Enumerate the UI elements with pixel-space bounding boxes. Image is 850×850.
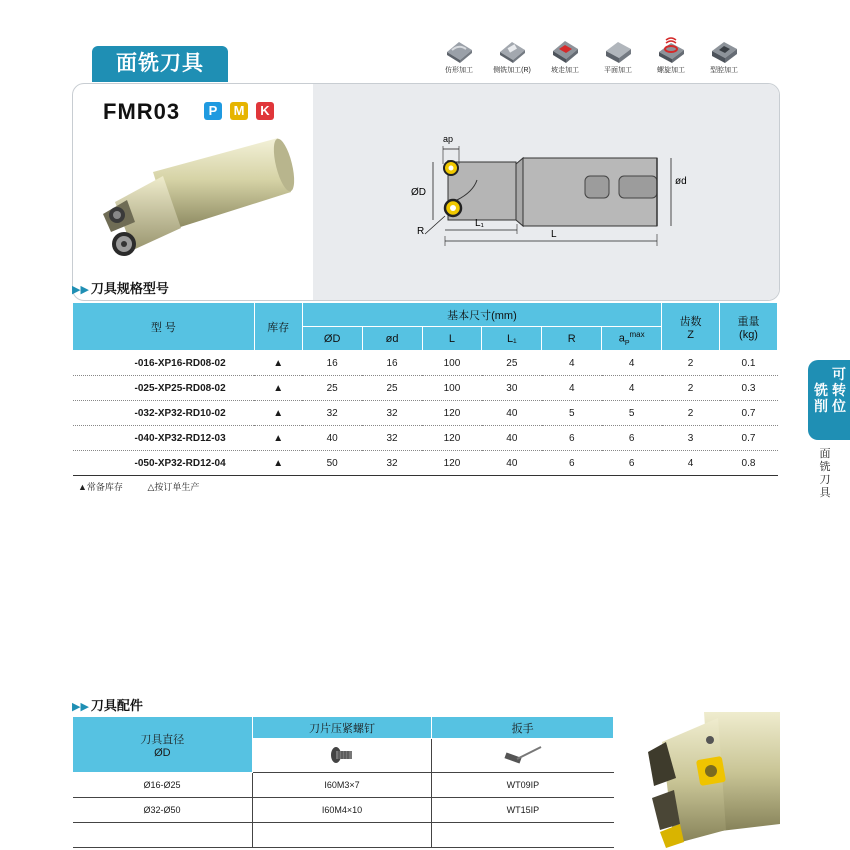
cutter-photo — [93, 132, 303, 262]
spec-table — [72, 302, 778, 476]
cell-D: 40 — [302, 426, 362, 451]
table-row — [73, 351, 778, 376]
header-D: ØD — [302, 327, 362, 351]
legend-to-order: △按订单生产 — [147, 482, 200, 492]
cell-ap: 4 — [602, 376, 662, 401]
cell-z: 2 — [662, 401, 720, 426]
side-tab-col2: 可转位 — [832, 366, 846, 414]
product-panel — [72, 83, 780, 301]
cell-L1: 40 — [482, 426, 542, 451]
helical-icon — [656, 34, 686, 64]
cell-L: 120 — [422, 426, 482, 451]
cell-D: 32 — [302, 401, 362, 426]
wrench-image-cell — [432, 739, 614, 773]
acc-screw: I60M4×10 — [252, 798, 432, 823]
table-row — [73, 798, 614, 823]
double-arrow-icon: ▶▶ — [72, 701, 89, 713]
side-tab-col1: 铣削 — [814, 382, 828, 414]
cell-L1: 40 — [482, 401, 542, 426]
model-code: -032-XP32-RD10-02 — [73, 401, 255, 426]
cell-stock: ▲ — [254, 426, 302, 451]
cell-R: 4 — [542, 376, 602, 401]
table-row — [73, 401, 778, 426]
label-ap: ap — [443, 134, 454, 144]
header-weight: 重量 (kg) — [720, 303, 778, 351]
double-arrow-icon: ▶▶ — [72, 284, 89, 296]
header-stock: 库存 — [254, 303, 302, 351]
operation-face-milling: 平面加工 — [592, 34, 644, 75]
cell-L1: 25 — [482, 351, 542, 376]
table-row — [73, 451, 778, 476]
cell-ap: 5 — [602, 401, 662, 426]
cell-kg: 0.8 — [720, 451, 778, 476]
cell-z: 4 — [662, 451, 720, 476]
cell-kg: 0.3 — [720, 376, 778, 401]
acc-header-wrench: 扳手 — [432, 717, 614, 739]
cell-L1: 30 — [482, 376, 542, 401]
cell-ap: 6 — [602, 451, 662, 476]
cell-R: 6 — [542, 451, 602, 476]
cell-kg: 0.7 — [720, 426, 778, 451]
side-category-tab[interactable] — [808, 360, 850, 440]
header-d: ød — [362, 327, 422, 351]
cell-stock: ▲ — [254, 401, 302, 426]
header-model: 型 号 — [73, 303, 255, 351]
screw-image-cell — [252, 739, 432, 773]
legend-in-stock: ▲常备库存 — [78, 482, 123, 492]
model-code: -050-XP32-RD12-04 — [73, 451, 255, 476]
stock-legend — [78, 480, 221, 493]
cell-ap: 6 — [602, 426, 662, 451]
acc-header-screw: 刀片压紧螺钉 — [252, 717, 432, 739]
cell-d: 32 — [362, 426, 422, 451]
label-R: R — [417, 226, 425, 237]
face-milling-icon — [603, 34, 633, 64]
header-L: L — [422, 327, 482, 351]
cell-kg: 0.7 — [720, 401, 778, 426]
operation-side-milling: 侧铣加工(R) — [486, 34, 538, 75]
acc-wrench: WT15IP — [432, 798, 614, 823]
acc-wrench: WT09IP — [432, 773, 614, 798]
model-code: -040-XP32-RD12-03 — [73, 426, 255, 451]
model-code: -016-XP16-RD08-02 — [73, 351, 255, 376]
cell-D: 16 — [302, 351, 362, 376]
pocketing-icon — [709, 34, 739, 64]
cell-d: 16 — [362, 351, 422, 376]
acc-range: Ø32-Ø50 — [73, 798, 253, 823]
header-R: R — [542, 327, 602, 351]
table-row — [73, 376, 778, 401]
header-ap: $a_P^{max}$ — [602, 327, 662, 351]
cell-D: 25 — [302, 376, 362, 401]
cell-stock: ▲ — [254, 376, 302, 401]
wrench-icon — [501, 743, 545, 767]
cell-z: 2 — [662, 376, 720, 401]
cell-L1: 40 — [482, 451, 542, 476]
cell-d: 32 — [362, 401, 422, 426]
label-D: ØD — [411, 187, 426, 198]
accessories-heading: ▶▶ 刀具配件 — [72, 698, 143, 713]
cell-stock: ▲ — [254, 451, 302, 476]
acc-empty-cell — [252, 823, 432, 848]
cell-z: 2 — [662, 351, 720, 376]
table-row — [73, 773, 614, 798]
accessories-table — [72, 716, 614, 848]
spec-heading: ▶▶ 刀具规格型号 — [72, 281, 169, 296]
operation-helical: 螺旋加工 — [645, 34, 697, 75]
cell-R: 4 — [542, 351, 602, 376]
cell-R: 6 — [542, 426, 602, 451]
page-title: 面铣刀具 — [92, 46, 228, 82]
material-badge-k: K — [256, 102, 274, 120]
acc-empty-cell — [432, 823, 614, 848]
dimension-drawing — [313, 84, 780, 301]
label-L1: L₁ — [475, 218, 484, 229]
acc-header-dia: 刀具直径 ØD — [73, 717, 253, 773]
cell-d: 32 — [362, 451, 422, 476]
cell-kg: 0.1 — [720, 351, 778, 376]
header-teeth: 齿数 Z — [662, 303, 720, 351]
model-code: -025-XP25-RD08-02 — [73, 376, 255, 401]
table-row — [73, 426, 778, 451]
ramping-icon — [550, 34, 580, 64]
cell-d: 25 — [362, 376, 422, 401]
acc-range: Ø16-Ø25 — [73, 773, 253, 798]
material-badge-p: P — [204, 102, 222, 120]
operation-icons — [433, 34, 753, 80]
side-vertical-label: 面铣刀具 — [819, 448, 831, 499]
operation-ramping: 坡走加工 — [539, 34, 591, 75]
operation-pocketing: 型腔加工 — [698, 34, 750, 75]
acc-empty-cell — [73, 823, 253, 848]
cell-z: 3 — [662, 426, 720, 451]
cell-L: 120 — [422, 451, 482, 476]
operation-profiling: 仿形加工 — [433, 34, 485, 75]
profiling-icon — [444, 34, 474, 64]
cell-L: 100 — [422, 351, 482, 376]
cell-ap: 4 — [602, 351, 662, 376]
cell-stock: ▲ — [254, 351, 302, 376]
cell-D: 50 — [302, 451, 362, 476]
cell-L: 100 — [422, 376, 482, 401]
header-basic-dims: 基本尺寸(mm) — [302, 303, 661, 327]
model-name: FMR03 — [103, 99, 181, 124]
side-milling-icon — [497, 34, 527, 64]
label-L: L — [551, 229, 557, 240]
label-d: ød — [675, 176, 687, 187]
header-L1: L₁ — [482, 327, 542, 351]
material-badge-m: M — [230, 102, 248, 120]
cell-R: 5 — [542, 401, 602, 426]
acc-screw: I60M3×7 — [252, 773, 432, 798]
cell-L: 120 — [422, 401, 482, 426]
cutter-head-photo — [614, 712, 780, 850]
drawing-area — [313, 84, 780, 301]
screw-icon — [327, 743, 357, 767]
